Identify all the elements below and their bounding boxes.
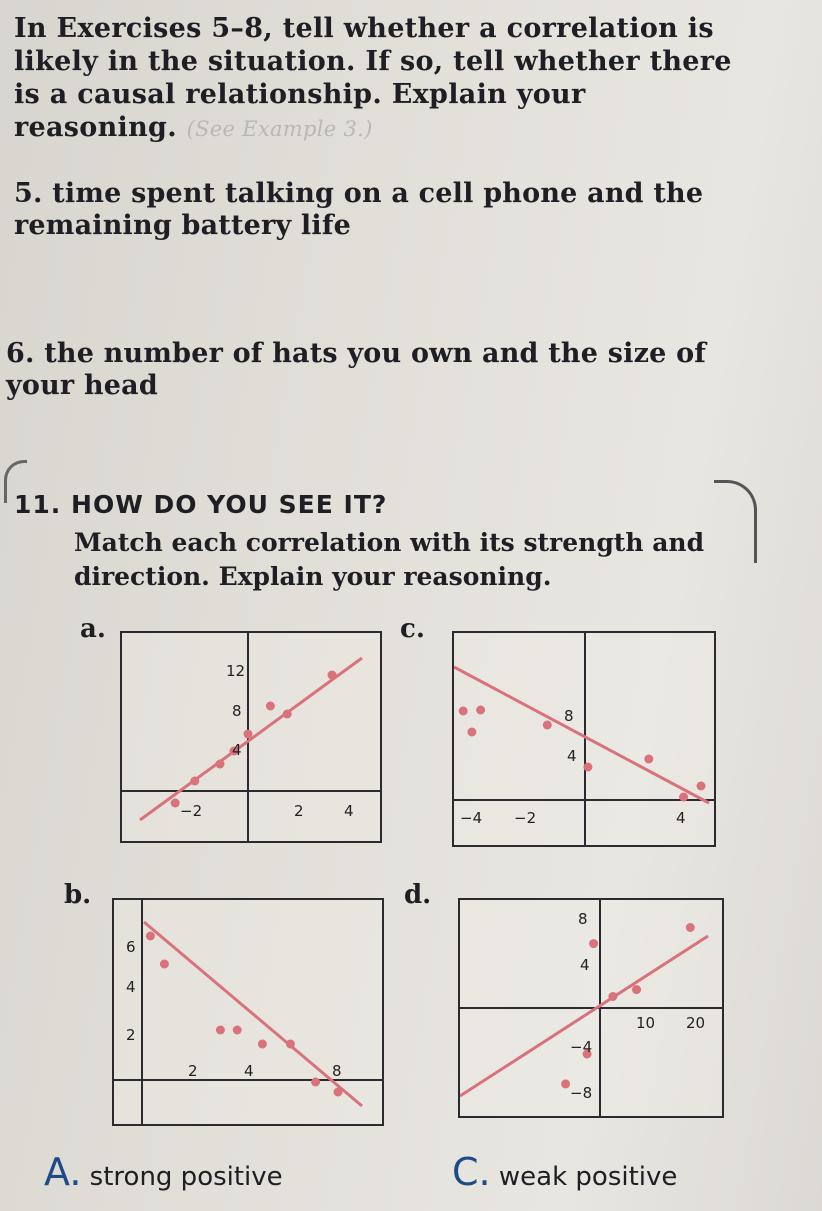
exercise-number: 6.: [6, 338, 35, 369]
data-point: [583, 763, 592, 772]
heading-text: HOW DO YOU SEE IT?: [71, 490, 388, 519]
answer-text: weak positive: [498, 1162, 678, 1192]
x-tick: 20: [686, 1014, 706, 1032]
y-tick: 2: [126, 1026, 136, 1044]
data-point: [608, 992, 617, 1001]
scatter-plot-c: [452, 631, 716, 847]
exercise-number: 5.: [14, 178, 43, 209]
exercise-text: the number of hats you own and the size of your head: [6, 338, 707, 401]
y-tick: 8: [578, 910, 588, 928]
plot-b-svg: [114, 900, 382, 1124]
data-point: [160, 960, 169, 969]
answer-text: strong positive: [89, 1162, 283, 1192]
data-point: [476, 706, 485, 715]
exercise-text: time spent talking on a cell phone and the remaining battery life: [14, 178, 704, 241]
data-point: [334, 1088, 343, 1097]
graph-label-a: a.: [80, 614, 106, 644]
answer-letter: A.: [44, 1150, 82, 1194]
data-point: [467, 728, 476, 737]
scatter-plot-b: [112, 898, 384, 1126]
x-tick: 2: [294, 802, 304, 820]
x-tick: 10: [636, 1014, 656, 1032]
data-point: [244, 730, 253, 739]
x-tick: 4: [244, 1062, 254, 1080]
y-tick: 8: [232, 702, 242, 720]
plot-c-svg: [454, 633, 714, 845]
x-tick: −2: [180, 802, 203, 820]
data-point: [561, 1079, 570, 1088]
data-point: [171, 799, 180, 808]
answer-letter: C.: [452, 1150, 491, 1194]
exercise-11-heading: [14, 490, 387, 519]
data-point: [258, 1040, 267, 1049]
exercise-11-instructions: Match each correlation with its strength and direction. Explain your reasoning.: [74, 528, 705, 591]
data-point: [644, 755, 653, 764]
graph-label-c: c.: [400, 614, 425, 644]
plot-d-svg: [460, 900, 722, 1116]
x-tick: −2: [514, 809, 537, 827]
data-point: [328, 671, 337, 680]
answer-choice-c: [452, 1150, 677, 1194]
y-tick: 12: [226, 662, 246, 680]
scatter-plot-a: [120, 631, 382, 843]
data-point: [233, 1026, 242, 1035]
data-point: [286, 1040, 295, 1049]
data-point: [543, 721, 552, 730]
scatter-plot-d: [458, 898, 724, 1118]
data-point: [686, 923, 695, 932]
y-tick: 6: [126, 938, 136, 956]
graph-label-d: d.: [404, 880, 432, 910]
data-point: [266, 702, 275, 711]
example-reference: (See Example 3.): [186, 117, 373, 141]
x-tick: −4: [460, 809, 483, 827]
x-tick: 4: [344, 802, 354, 820]
data-point: [283, 710, 292, 719]
y-tick: −4: [570, 1038, 593, 1056]
x-tick: 4: [676, 809, 686, 827]
y-tick: 4: [567, 747, 577, 765]
exercise-number: 11.: [14, 490, 62, 519]
data-point: [216, 760, 225, 769]
data-point: [216, 1026, 225, 1035]
y-tick: 4: [580, 956, 590, 974]
exercise-6: [6, 338, 766, 402]
y-tick: 4: [126, 978, 136, 996]
graph-label-b: b.: [64, 880, 92, 910]
y-tick: 4: [232, 741, 242, 759]
data-point: [459, 707, 468, 716]
data-point: [679, 793, 688, 802]
intro-text: In Exercises 5–8, tell whether a correlation is likely in the situation. If so, tell whether there is a causal relationship. Explain your reasoning.: [14, 13, 732, 143]
trend-line: [454, 667, 709, 803]
exercises-intro: [14, 12, 754, 146]
y-tick: −8: [570, 1084, 593, 1102]
data-point: [697, 782, 706, 791]
plot-a-svg: [122, 633, 380, 841]
exercise-5: [14, 178, 734, 242]
trend-line: [140, 658, 362, 820]
data-point: [311, 1078, 320, 1087]
data-point: [589, 939, 598, 948]
data-point: [190, 777, 199, 786]
data-point: [632, 985, 641, 994]
answer-choice-a: [44, 1150, 283, 1194]
x-tick: 2: [188, 1062, 198, 1080]
y-tick: 8: [564, 707, 574, 725]
data-point: [146, 932, 155, 941]
x-tick: 8: [332, 1062, 342, 1080]
